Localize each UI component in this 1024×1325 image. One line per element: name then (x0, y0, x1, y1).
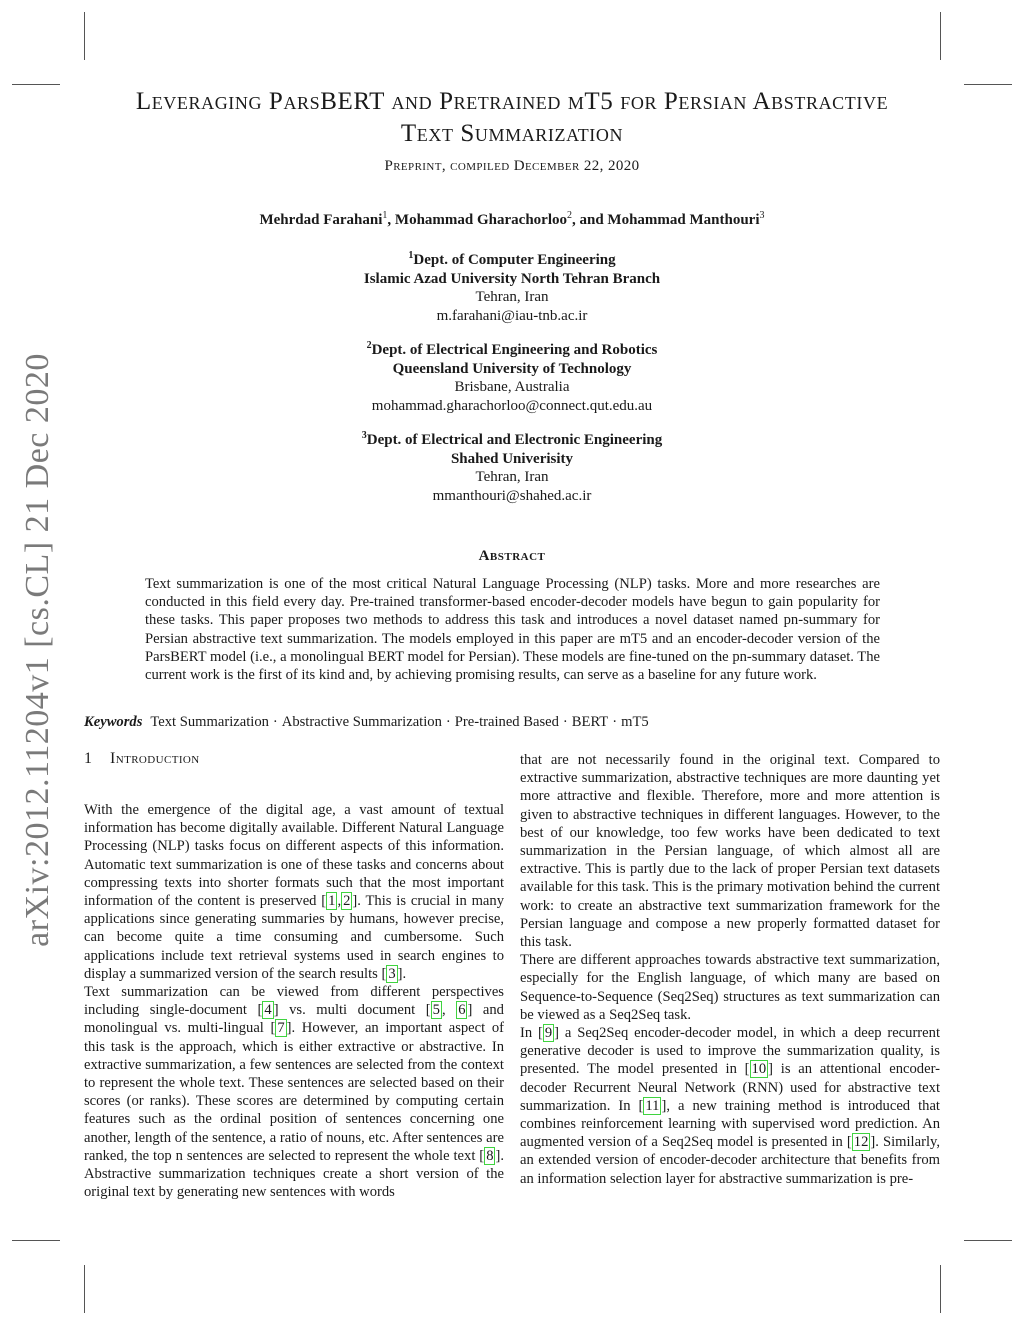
citation-link[interactable]: 8 (486, 1147, 494, 1164)
section-heading (84, 750, 200, 768)
author-name: Mohammad Manthouri (607, 212, 760, 228)
keyword: Pre-trained Based (454, 714, 559, 730)
keyword: Abstractive Summarization (281, 714, 442, 730)
affil-institution: Shahed Univerisity (450, 450, 574, 467)
citation-link[interactable]: 2 (343, 893, 351, 910)
citation-link[interactable]: 5 (432, 1002, 440, 1019)
keyword-separator: · (612, 714, 618, 730)
abstract-heading: Abstract (478, 548, 546, 564)
body-column-left (84, 801, 504, 1201)
section-title: Introduction (110, 750, 200, 767)
citation-link[interactable]: 1 (328, 893, 336, 910)
body-paragraph: In [ 9 ] a Seq2Seq encoder-decoder model, in which a deep recurrent generative decoder is used to improve the summarization quality, is presented. The model presented in [ 10 ] is an attentional encoder-decoder Recurrent Neural Network (RNN) used for abstractive text summarization. In [ 11 ], a new training method is introduced that combines reinforcement learning with supervised word prediction. An augmented version of a Seq2Seq model is presented in [ 12 ]. Similarly, an extended version of encoder-decoder architecture that benefits from an information selection layer for abstractive summarization is pre- (520, 1025, 941, 1187)
affiliation-block (80, 427, 944, 505)
citation-link[interactable]: 9 (544, 1025, 553, 1042)
crop-mark (12, 84, 60, 85)
keyword: mT5 (621, 714, 649, 730)
body-paragraph: There are different approaches towards abstractive text summarization, especially for the English language, of which many are based on Sequence-to-Sequence (Seq2Seq) structures as text summarization can be viewed as a Seq2Seq task. (520, 952, 940, 1023)
arxiv-stamp (14, 355, 62, 945)
keyword-separator: · (272, 714, 278, 730)
affil-email: mohammad.gharachorloo@connect.qut.edu.au (371, 397, 653, 414)
citation-link[interactable]: 10 (751, 1061, 767, 1078)
section-number: 1 (84, 750, 92, 767)
title-line: Text Summarization (400, 120, 624, 147)
author-name: Mehrdad Farahani (259, 212, 383, 228)
affil-email: m.farahani@iau-tnb.ac.ir (436, 307, 588, 324)
author-sep: , (387, 212, 395, 228)
keyword-separator: · (445, 714, 451, 730)
affil-institution: Islamic Azad University North Tehran Branch (363, 270, 661, 287)
affil-dept: Dept. of Computer Engineering (413, 252, 616, 268)
affil-location: Tehran, Iran (475, 469, 549, 485)
crop-mark (12, 1240, 60, 1241)
crop-mark (964, 1240, 1012, 1241)
author-name: Mohammad Gharachorloo (394, 212, 567, 228)
body-paragraph: With the emergence of the digital age, a vast amount of textual information has become digitally available. Different Natural Language Processing (NLP) tasks focus on different aspects of this information. Automatic text summarization is one of these tasks and concerns about compressing texts into shorter formats such that the most important information of the content is preserved [ 1 , 2 ]. This is crucial in many applications since generating summaries by humans, however precise, can become quite a time consuming and cumbersome. Such applications include text retrieval systems used in search engines to display a summarized version of the search results [ 3 ]. (84, 802, 504, 982)
author-affil-mark: 2 (566, 210, 572, 221)
affil-dept: Dept. of Electrical Engineering and Robotics (371, 342, 658, 358)
preprint-note: Preprint, compiled December 22, 2020 (384, 158, 640, 174)
arxiv-id: arXiv:2012.11204v1 [cs.CL] 21 Dec 2020 (19, 353, 56, 947)
crop-mark (84, 12, 85, 60)
abstract-text: Text summarization is one of the most critical Natural Language Processing (NLP) tasks. More and more researches are conducted in this field every day. Pre-trained transformer-based encoder-decoder models have begun to gain popularity for these tasks. This paper proposes two methods to address this task and introduces a novel dataset named pn-summary for Persian abstractive text summarization. The models employed in this paper are mT5 and an encoder-decoder version of the ParsBERT model (i.e., a monolingual BERT model for Persian). These models are fine-tuned on the pn-summary dataset. The current work is the first of its kind and, by achieving promising results, can serve as a baseline for any future work. (145, 576, 880, 684)
body-column-right (520, 751, 940, 1188)
citation-link[interactable]: 12 (853, 1134, 869, 1151)
citation-link[interactable]: 11 (645, 1097, 660, 1114)
affil-location: Brisbane, Australia (454, 379, 570, 395)
citation-link[interactable]: 6 (458, 1002, 466, 1019)
author-affil-mark: 1 (382, 210, 388, 221)
affil-email: mmanthouri@shahed.ac.ir (432, 487, 592, 504)
crop-mark (940, 1265, 941, 1313)
citation-link[interactable]: 7 (277, 1020, 285, 1037)
crop-mark (964, 84, 1012, 85)
author-sep: , and (571, 212, 608, 228)
keyword-separator: · (562, 714, 568, 730)
affil-dept: Dept. of Electrical and Electronic Engineering (366, 432, 663, 448)
affil-mark: 2 (366, 340, 372, 351)
affil-mark: 3 (361, 430, 367, 441)
crop-mark (940, 12, 941, 60)
author-list (80, 210, 944, 229)
keyword: Text Summarization (150, 714, 269, 730)
citation-link[interactable]: 4 (264, 1002, 272, 1019)
affil-mark: 1 (408, 250, 414, 261)
affil-institution: Queensland University of Technology (392, 360, 632, 377)
paper-title (80, 86, 944, 150)
title-line: Leveraging ParsBERT and Pretrained mT5 for Persian Abstractive (135, 88, 889, 115)
keywords (84, 714, 944, 731)
affiliation-block (80, 337, 944, 415)
affil-location: Tehran, Iran (475, 289, 549, 305)
affiliation-block (80, 247, 944, 325)
body-paragraph: Text summarization can be viewed from different perspectives including single-document [ 4 ] vs. multi document [ 5 , 6 ] and monolingual vs. multi-lingual [ 7 ]. However, an important aspect of this task is the approach, which is either extractive or abstractive. In extractive summarization, a few sentences are selected from the context to represent the whole text. These sentences are selected based on their scores (or ranks). These scores are determined by computing certain features such as the ordinal position of sentences concerning one another, length of the sentence, a ratio of nouns, etc. After sentences are ranked, the top n sentences are selected to represent the whole text [ 8 ]. Abstractive summarization techniques create a short version of the original text by generating new sentences with words (84, 984, 504, 1201)
keyword-list (150, 714, 648, 730)
crop-mark (84, 1265, 85, 1313)
keywords-label: Keywords (84, 714, 143, 730)
keyword: BERT (571, 714, 609, 730)
body-paragraph: that are not necessarily found in the original text. Compared to extractive summarization, abstractive techniques are more daunting yet more attractive and flexible. Therefore, more and more attention is given to abstractive techniques in different languages. However, to the best of our knowledge, too few works have been dedicated to text summarization in the Persian language, of which almost all are extractive. This is partly due to the lack of proper Persian text datasets available for this task. This is the primary motivation behind the current work: to create an abstractive text summarization framework for the Persian language and compose a new properly formatted dataset for this task. (520, 752, 940, 951)
author-affil-mark: 3 (759, 210, 765, 221)
citation-link[interactable]: 3 (388, 965, 396, 982)
